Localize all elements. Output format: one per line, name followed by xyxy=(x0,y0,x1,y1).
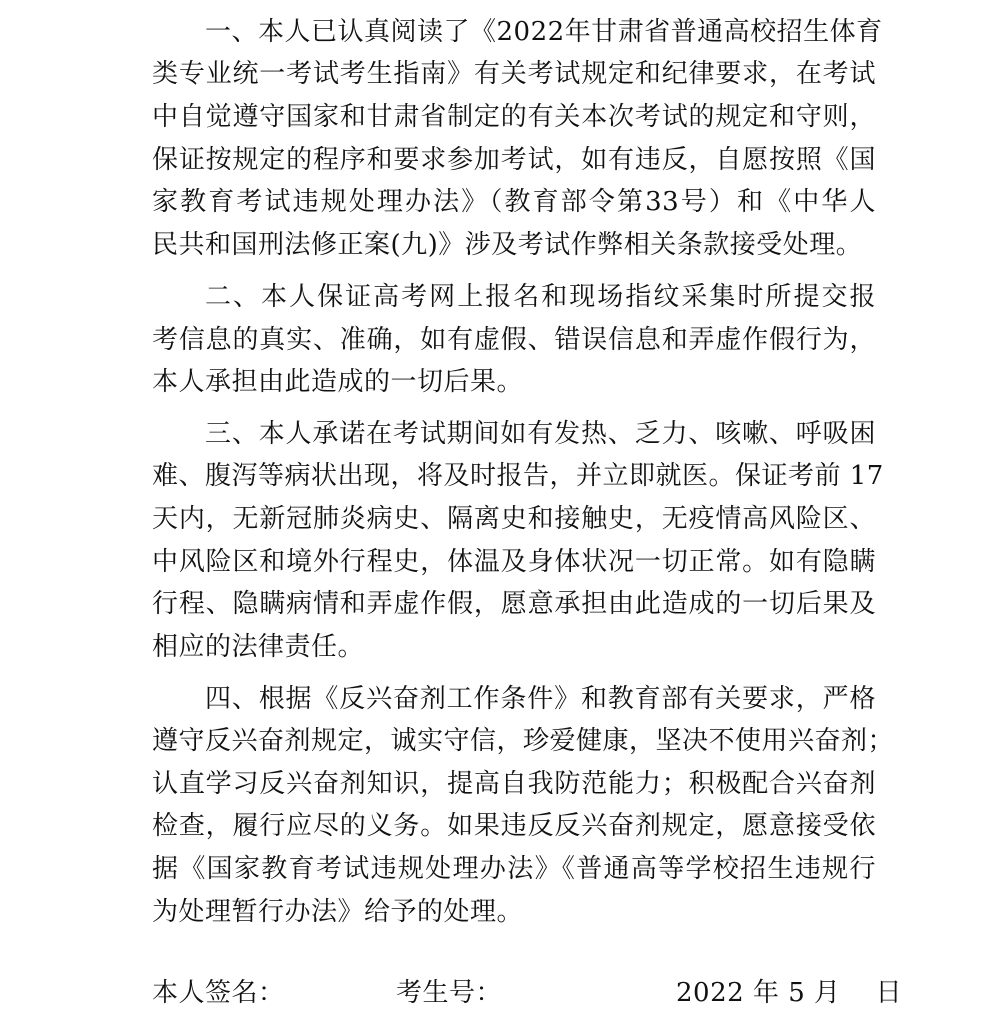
paragraph-1-line-2: 类专业统一考试考生指南》有关考试规定和纪律要求，在考试 xyxy=(152,59,876,89)
paragraph-3-line-1: 三、本人承诺在考试期间如有发热、乏力、咳嗽、呼吸困 xyxy=(205,419,876,449)
paragraph-1-line-6: 民共和国刑法修正案(九)》涉及考试作弊相关条款接受处理。 xyxy=(152,230,863,260)
paragraph-4-line-6: 为处理暂行办法》给予的处理。 xyxy=(152,897,524,927)
signature-name-label: 本人签名： xyxy=(152,978,285,1008)
paragraph-2-line-1: 二、本人保证高考网上报名和现场指纹采集时所提交报 xyxy=(205,282,876,312)
paragraph-1-line-3: 中自觉遵守国家和甘肃省制定的有关本次考试的规定和守则， xyxy=(152,102,876,132)
paragraph-4-line-2: 遵守反兴奋剂规定，诚实守信，珍爱健康，坚决不使用兴奋剂； xyxy=(152,726,895,756)
paragraph-4-line-1: 四、根据《反兴奋剂工作条件》和教育部有关要求，严格 xyxy=(205,684,876,714)
paragraph-1-line-1: 一、本人已认真阅读了《2022年甘肃省普通高校招生体育 xyxy=(205,17,883,47)
paragraph-3-line-3: 天内，无新冠肺炎病史、隔离史和接触史，无疫情高风险区、 xyxy=(152,504,876,534)
paragraph-3-line-4: 中风险区和境外行程史，体温及身体状况一切正常。如有隐瞒 xyxy=(152,547,876,577)
paragraph-3-line-2: 难、腹泻等病状出现，将及时报告，并立即就医。保证考前 17 xyxy=(152,461,884,491)
paragraph-1-line-5: 家教育考试违规处理办法》（教育部令第33号）和《中华人 xyxy=(152,187,876,217)
paragraph-4-line-5: 据《国家教育考试违规处理办法》《普通高等学校招生违规行 xyxy=(152,854,876,884)
paragraph-2-line-3: 本人承担由此造成的一切后果。 xyxy=(152,367,524,397)
paragraph-3-line-6: 相应的法律责任。 xyxy=(152,632,365,662)
paragraph-4-line-3: 认直学习反兴奋剂知识，提高自我防范能力；积极配合兴奋剂 xyxy=(152,769,876,799)
signature-date: 2022 年 5 月 日 xyxy=(676,978,903,1008)
paragraph-4-line-4: 检查，履行应尽的义务。如果违反反兴奋剂规定，愿意接受依 xyxy=(152,811,876,841)
paragraph-2-line-2: 考信息的真实、准确，如有虚假、错误信息和弄虚作假行为， xyxy=(152,325,876,355)
candidate-number-label: 考生号： xyxy=(396,978,503,1008)
paragraph-1-line-4: 保证按规定的程序和要求参加考试，如有违反，自愿按照《国 xyxy=(152,145,876,175)
paragraph-3-line-5: 行程、隐瞒病情和弄虚作假，愿意承担由此造成的一切后果及 xyxy=(152,589,876,619)
